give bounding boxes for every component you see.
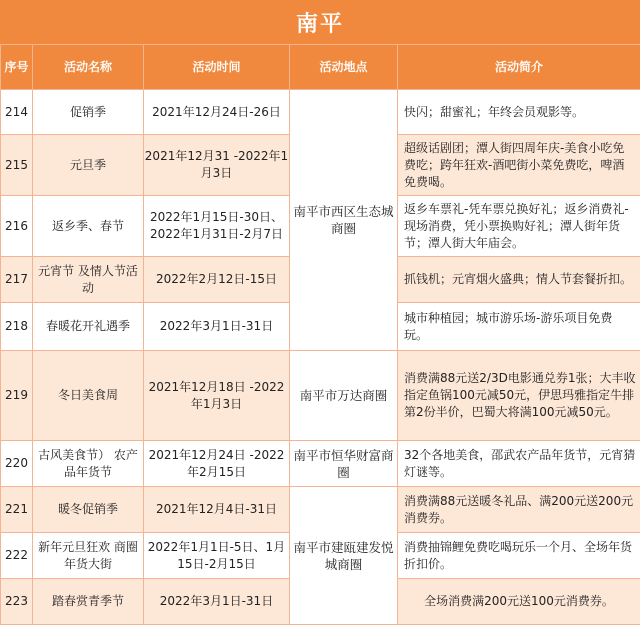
row-no: 216 [1, 196, 33, 257]
row-name: 返乡季、春节 [33, 196, 144, 257]
row-name: 元宵节 及情人节活动 [33, 257, 144, 303]
row-no: 214 [1, 90, 33, 135]
row-time: 2021年12月18日 -2022年1月3日 [144, 351, 290, 441]
row-no: 223 [1, 579, 33, 625]
row-description: 消费抽锦鲤免费吃喝玩乐一个月、全场年货折扣价。 [398, 533, 640, 579]
row-description: 超级话剧团；潭人街四周年庆-美食小吃免费吃；跨年狂欢-酒吧街小菜免费吃，啤酒免费喝。 [398, 135, 640, 196]
table-row [1, 487, 640, 533]
row-name: 新年元旦狂欢 商圈年货大街 [33, 533, 144, 579]
row-name: 踏春赏青季节 [33, 579, 144, 625]
row-description: 全场消费满200元送100元消费券。 [398, 579, 640, 625]
row-time: 2022年1月15日-30日、2022年1月31日-2月7日 [144, 196, 290, 257]
table-row [1, 90, 640, 135]
row-location: 南平市西区生态城商圈 [290, 90, 398, 351]
row-name: 元旦季 [33, 135, 144, 196]
row-time: 2022年2月12日-15日 [144, 257, 290, 303]
row-no: 215 [1, 135, 33, 196]
row-time: 2021年12月4日-31日 [144, 487, 290, 533]
row-name: 春暖花开礼遇季 [33, 303, 144, 351]
row-name: 促销季 [33, 90, 144, 135]
row-description: 32个各地美食，邵武农产品年货节，元宵猜灯谜等。 [398, 441, 640, 487]
row-no: 218 [1, 303, 33, 351]
row-description: 返乡车票礼-凭车票兑换好礼；返乡消费礼-现场消费，凭小票换购好礼；潭人街年货节；潭人街大年庙会。 [398, 196, 640, 257]
row-description: 消费满88元送暖冬礼品、满200元送200元消费券。 [398, 487, 640, 533]
row-time: 2021年12月24日-26日 [144, 90, 290, 135]
header-name: 活动名称 [33, 45, 144, 90]
row-location: 南平市恒华财富商圈 [290, 441, 398, 487]
header-time: 活动时间 [144, 45, 290, 90]
header-no: 序号 [1, 45, 33, 90]
row-description: 抓钱机；元宵烟火盛典；情人节套餐折扣。 [398, 257, 640, 303]
header-location: 活动地点 [290, 45, 398, 90]
row-time: 2022年3月1日-31日 [144, 303, 290, 351]
row-description: 城市种植园；城市游乐场-游乐项目免费玩。 [398, 303, 640, 351]
row-name: 古风美食节） 农产品年货节 [33, 441, 144, 487]
row-no: 220 [1, 441, 33, 487]
table-row [1, 351, 640, 441]
table-row [1, 441, 640, 487]
row-location: 南平市万达商圈 [290, 351, 398, 441]
row-no: 217 [1, 257, 33, 303]
row-location: 南平市建瓯建发悦城商圈 [290, 487, 398, 625]
row-name: 冬日美食周 [33, 351, 144, 441]
row-no: 219 [1, 351, 33, 441]
row-no: 222 [1, 533, 33, 579]
row-time: 2022年1月1日-5日、1月15日-2月15日 [144, 533, 290, 579]
activity-table [0, 44, 640, 625]
row-name: 暖冬促销季 [33, 487, 144, 533]
row-time: 2022年3月1日-31日 [144, 579, 290, 625]
row-time: 2021年12月31 -2022年1月3日 [144, 135, 290, 196]
row-no: 221 [1, 487, 33, 533]
table-header-row [1, 45, 640, 90]
row-time: 2021年12月24日 -2022年2月15日 [144, 441, 290, 487]
page-title: 南平 [0, 0, 640, 44]
row-description: 消费满88元送2/3D电影通兑券1张；大丰收指定鱼锅100元减50元，伊思玛雅指定牛排第2份半价，巴蜀大将满100元减50元。 [398, 351, 640, 441]
header-description: 活动简介 [398, 45, 640, 90]
row-description: 快闪；甜蜜礼；年终会员观影等。 [398, 90, 640, 135]
